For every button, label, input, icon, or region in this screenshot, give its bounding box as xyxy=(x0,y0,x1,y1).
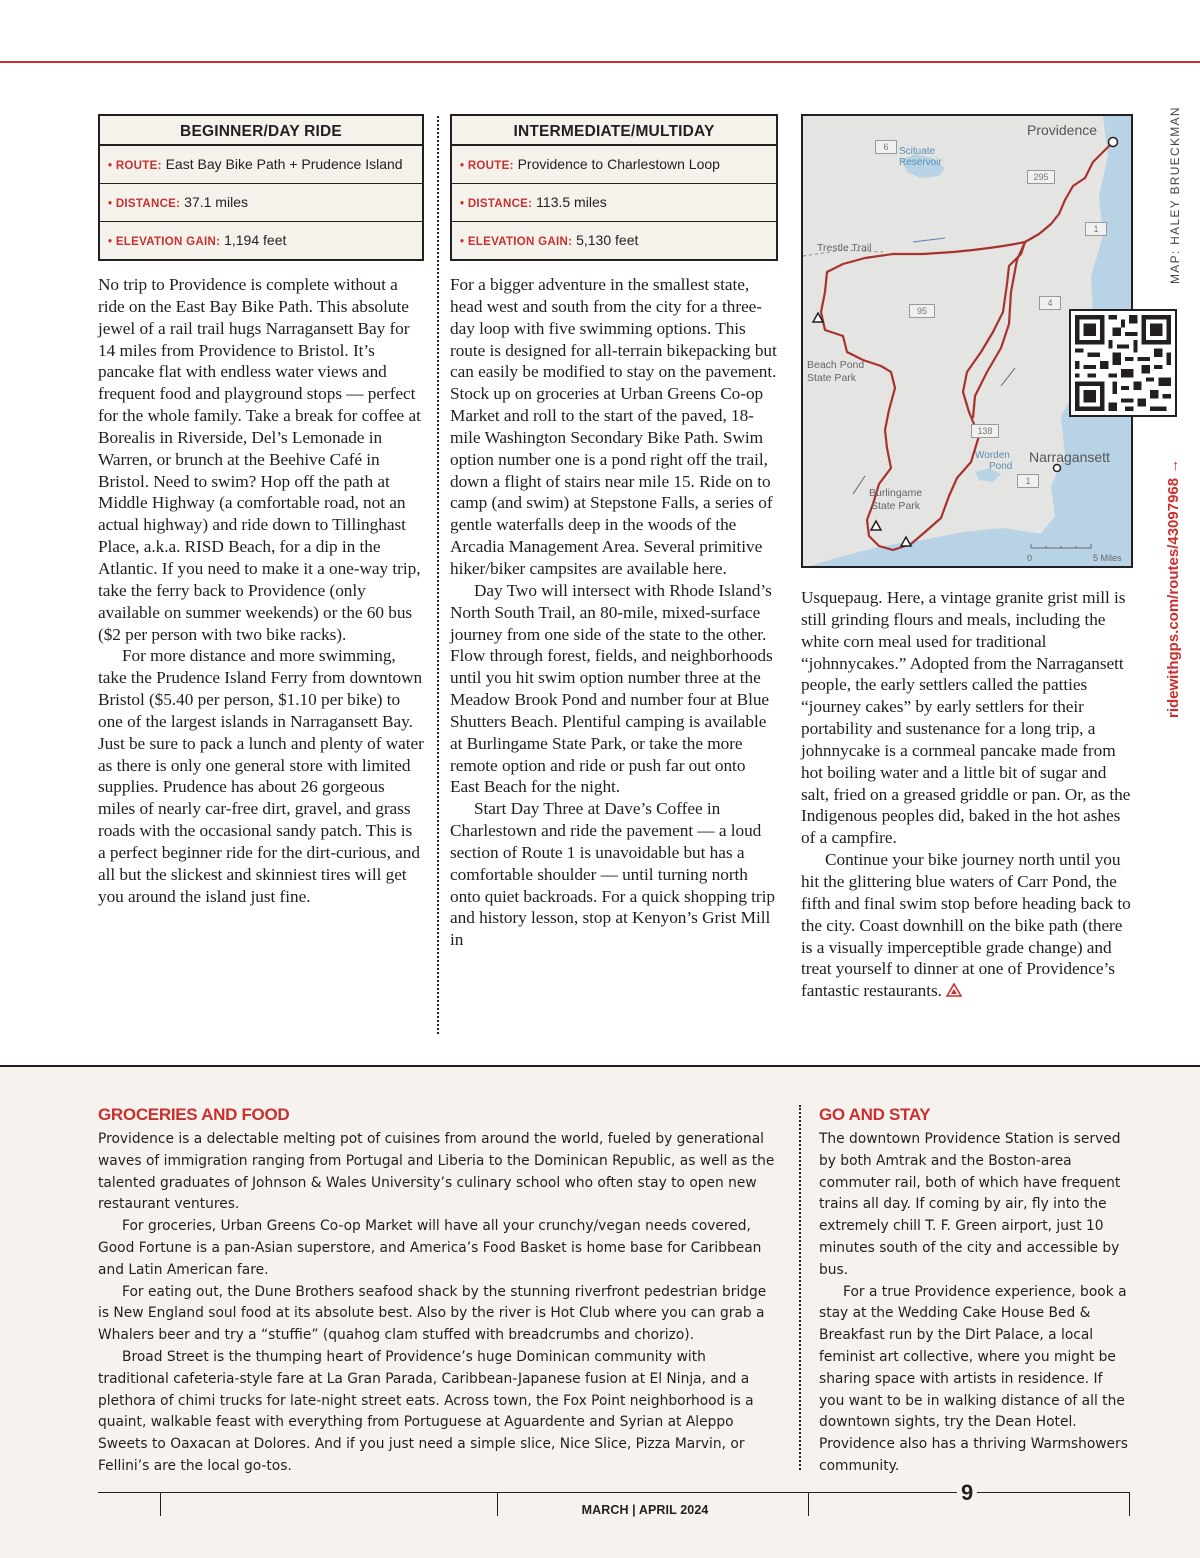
beginner-distance-row xyxy=(100,183,422,221)
body-paragraph: For eating out, the Dune Brothers seafood shack by the stunning riverfront pedestrian bridge is New England soul food at its absolute best. Also by the river is Hot Club where you can grab a Whalers beer and try a “stuffie” (quahog clam stuffed with breadcrumbs and chorizo). xyxy=(98,1283,767,1344)
map-label-beach-pond-2: State Park xyxy=(807,372,857,384)
intermediate-stat-box xyxy=(450,114,778,261)
body-paragraph: No trip to Providence is complete without a ride on the East Bay Bike Path. This absolute jewel of a rail trail hugs Narragansett Bay for 14 miles from Providence to Bristol. It’s pancake flat with endless water views and frequent food and playground stops — perfect for the whole family. Take a break for coffee at Borealis in Riverside, Del’s Lemonade in Warren, or brunch at the Beehive Café in Bristol. Need to swim? Hop off the path at Middle Highway (a comfortable road, not an actual highway) and ride down to Tillinghast Place, a.k.a. RISD Beach, for a dip in the Atlantic. If you need to make it a one-way trip, take the ferry back to Providence (only available on summer weekends) or the 60 bus ($2 per person with two bike racks). xyxy=(98,275,421,644)
route-value: Providence to Charlestown Loop xyxy=(517,156,720,172)
page-number: 9 xyxy=(957,1480,977,1506)
camp-marker xyxy=(901,537,911,546)
route-shield: 4 xyxy=(1039,296,1061,310)
elevation-label: • ELEVATION GAIN: xyxy=(460,236,573,248)
map-credit: MAP: HALEY BRUECKMAN xyxy=(1168,106,1182,284)
go-and-stay-body xyxy=(819,1129,1131,1478)
beginner-body xyxy=(98,274,424,907)
map-label-providence: Providence xyxy=(1027,122,1098,138)
groceries-heading: GROCERIES AND FOOD xyxy=(98,1105,290,1124)
map-label-narragansett: Narragansett xyxy=(1029,449,1110,465)
map-label-burlingame-2: State Park xyxy=(871,500,921,512)
map-label-worden-2: Pond xyxy=(989,461,1013,472)
intermediate-elevation-row xyxy=(452,221,776,259)
body-paragraph: For groceries, Urban Greens Co-op Market will have all your crunchy/vegan needs covered, Good Fortune is a pan-Asian superstore, and America’s Food Basket is home base for Caribbean and Latin American fare. xyxy=(98,1218,762,1278)
body-paragraph: Broad Street is the thumping heart of Providence’s huge Dominican community with traditional cafeteria-style fare at La Gran Parada, Caribbean-Japanese fusion at El Ninja, and a plethora of chimi trucks for late-night street eats. Across town, the Fox Point neighborhood is a quaint, walkable feast with everything from Portuguese at Aguardente and Syrian at Aleppo Sweets to Oaxacan at Dolores. And if you just need a simple slice, Nice Slice, Pizza Marvin, or Fellini’s are the local go-tos. xyxy=(98,1348,754,1474)
beginner-elevation-row xyxy=(100,221,422,259)
distance-value: 113.5 miles xyxy=(536,194,607,210)
intermediate-title: INTERMEDIATE/MULTIDAY xyxy=(452,116,776,145)
body-paragraph: For a bigger adventure in the smallest state, head west and south from the city for a three-day loop with five swimming options. This route is designed for all-terrain bikepacking but can easily be modified to stay on the pavement. Stock up on groceries at Urban Greens Co-op Market and roll to the start of the paved, 18-mile Washington Secondary Bike Path. Swim option number one is a pond right off the trail, down a flight of stairs near mile 15. Ride on to camp (and swim) at Stepstone Falls, a series of gentle waterfalls deep in the woods of the Arcadia Management Area. Several primitive hiker/biker campsites are available here. xyxy=(450,275,777,578)
distance-label: • DISTANCE: xyxy=(108,198,181,210)
column3-body xyxy=(801,587,1131,1002)
route-line-2 xyxy=(973,242,1025,418)
column-intermediate xyxy=(450,114,778,951)
body-paragraph: Providence is a delectable melting pot of cuisines from around the world, fueled by generational waves of immigration ranging from Portugal and Liberia to the Dominican Republic, as well as the talented graduates of Johnson & Wales University’s culinary school who often stay to open new restaurant ventures. xyxy=(98,1131,775,1213)
direction-arrow xyxy=(1001,368,1015,386)
beginner-route-row xyxy=(100,145,422,183)
scale-zero: 0 xyxy=(1027,553,1033,563)
route-shield: 138 xyxy=(971,424,999,438)
camp-marker xyxy=(871,521,881,530)
groceries-section xyxy=(98,1105,780,1478)
qr-code-icon[interactable] xyxy=(1069,309,1177,417)
route-label: • ROUTE: xyxy=(460,160,514,172)
map-label-worden: Worden xyxy=(975,450,1010,461)
body-text: Continue your bike journey north until you hit the glittering blue waters of Carr Pond, the fifth and final swim stop before heading back to the city. Coast downhill on the bike path (there is a visually imperceptible grade change) and treat yourself to dinner at one of Providence’s fantastic restaurants. xyxy=(801,850,1131,1001)
body-paragraph: Start Day Three at Dave’s Coffee in Charlestown and ride the pavement — a loud section of Route 1 is unavoidable but has a comfortable shoulder — until turning north onto quiet backroads. For a quick shopping trip and history lesson, stop at Kenyon’s Grist Mill in xyxy=(450,799,775,950)
column-divider xyxy=(437,116,439,1034)
map-label-beach-pond: Beach Pond xyxy=(807,359,865,371)
route-shield: 95 xyxy=(909,304,935,318)
map-label-scituate: Scituate Reservoir xyxy=(899,146,942,168)
beginner-title: BEGINNER/DAY RIDE xyxy=(100,116,422,145)
column-beginner xyxy=(98,114,424,907)
info-panel xyxy=(0,1065,1200,1558)
route-shield: 1 xyxy=(1017,474,1039,488)
direction-arrow xyxy=(853,476,865,494)
body-paragraph: Day Two will intersect with Rhode Island’s North South Trail, an 80-mile, mixed-surface journey from one side of the state to the other. Flow through forest, fields, and neighborhoods until you hit swim option number three at the Meadow Brook Pond and number four at Blue Shutters Beach. Plentiful camping is available at Burlingame State Park, or take the more remote option and ride or push far out onto East Beach for the night. xyxy=(450,580,773,797)
issue-date: MARCH | APRIL 2024 xyxy=(581,1503,709,1517)
map-label-burlingame: Burlingame xyxy=(869,487,923,499)
groceries-body xyxy=(98,1129,780,1478)
route-shield: 1 xyxy=(1085,222,1107,236)
beginner-stat-box xyxy=(98,114,424,261)
body-paragraph xyxy=(801,849,1131,1002)
elevation-value: 5,130 feet xyxy=(576,232,639,248)
distance-label: • DISTANCE: xyxy=(460,198,533,210)
route-shield: 6 xyxy=(875,140,897,154)
panel-divider xyxy=(799,1105,801,1470)
end-mark-icon xyxy=(946,983,962,997)
distance-value: 37.1 miles xyxy=(184,194,248,210)
narragansett-marker xyxy=(1054,465,1061,472)
route-url-link[interactable]: ridewithgps.com/routes/43097968 → xyxy=(1165,458,1182,718)
go-and-stay-heading: GO AND STAY xyxy=(819,1105,931,1124)
route-label: • ROUTE: xyxy=(108,160,162,172)
top-rule xyxy=(0,61,1200,63)
column-map xyxy=(801,114,1131,1002)
route-shield: 295 xyxy=(1027,170,1055,184)
map-label-trestle: Trestle Trail xyxy=(817,242,872,254)
route-value: East Bay Bike Path + Prudence Island xyxy=(165,156,403,172)
elevation-label: • ELEVATION GAIN: xyxy=(108,236,221,248)
body-paragraph: The downtown Providence Station is served by both Amtrak and the Boston-area commuter rail, both of which have frequent trains all day. If coming by air, fly into the extremely chill T. F. Green airport, just 10 minutes south of the city and accessible by bus. xyxy=(819,1131,1121,1278)
scale-miles: 5 Miles xyxy=(1093,553,1122,563)
body-paragraph: Usquepaug. Here, a vintage granite grist mill is still grinding flours and meals, including the white corn meal used for traditional “johnnycakes.” Adopted from the Narragansett people, the early settlers called the patties “journey cakes” by early settlers for their portability and sustenance for a long trip, a johnnycake is a cornmeal pancake made from hot boiling water and a little bit of sugar and salt, fried on a greased griddle or pan. Or, as the Indigenous peoples did, baked in the hot ashes of a campfire. xyxy=(801,588,1131,848)
intermediate-body xyxy=(450,274,778,951)
providence-marker xyxy=(1109,138,1118,147)
direction-arrow xyxy=(913,238,945,242)
body-paragraph: For a true Providence experience, book a stay at the Wedding Cake House Bed & Breakfast run by the Dirt Palace, a local feminist art collective, where you might be sharing space with artists in residence. If you want to be in walking distance of all the downtown sights, try the Dean Hotel. Providence also has a thriving Warmshowers community. xyxy=(819,1283,1128,1474)
elevation-value: 1,194 feet xyxy=(224,232,287,248)
intermediate-route-row xyxy=(452,145,776,183)
intermediate-distance-row xyxy=(452,183,776,221)
body-paragraph: For more distance and more swimming, take the Prudence Island Ferry from downtown Bristol ($5.40 per person, $1.10 per bike) to one of the largest islands in Narragansett Bay. Just be sure to pack a lunch and plenty of water as there is only one general store with limited supplies. Prudence has about 26 gorgeous miles of nearly car-free dirt, gravel, and grass roads with the occasional sandy patch. This is a perfect beginner ride for the dirt-curious, and all but the slickest and skinniest tires will get you around the island just fine. xyxy=(98,646,424,906)
go-and-stay-section xyxy=(819,1105,1131,1478)
